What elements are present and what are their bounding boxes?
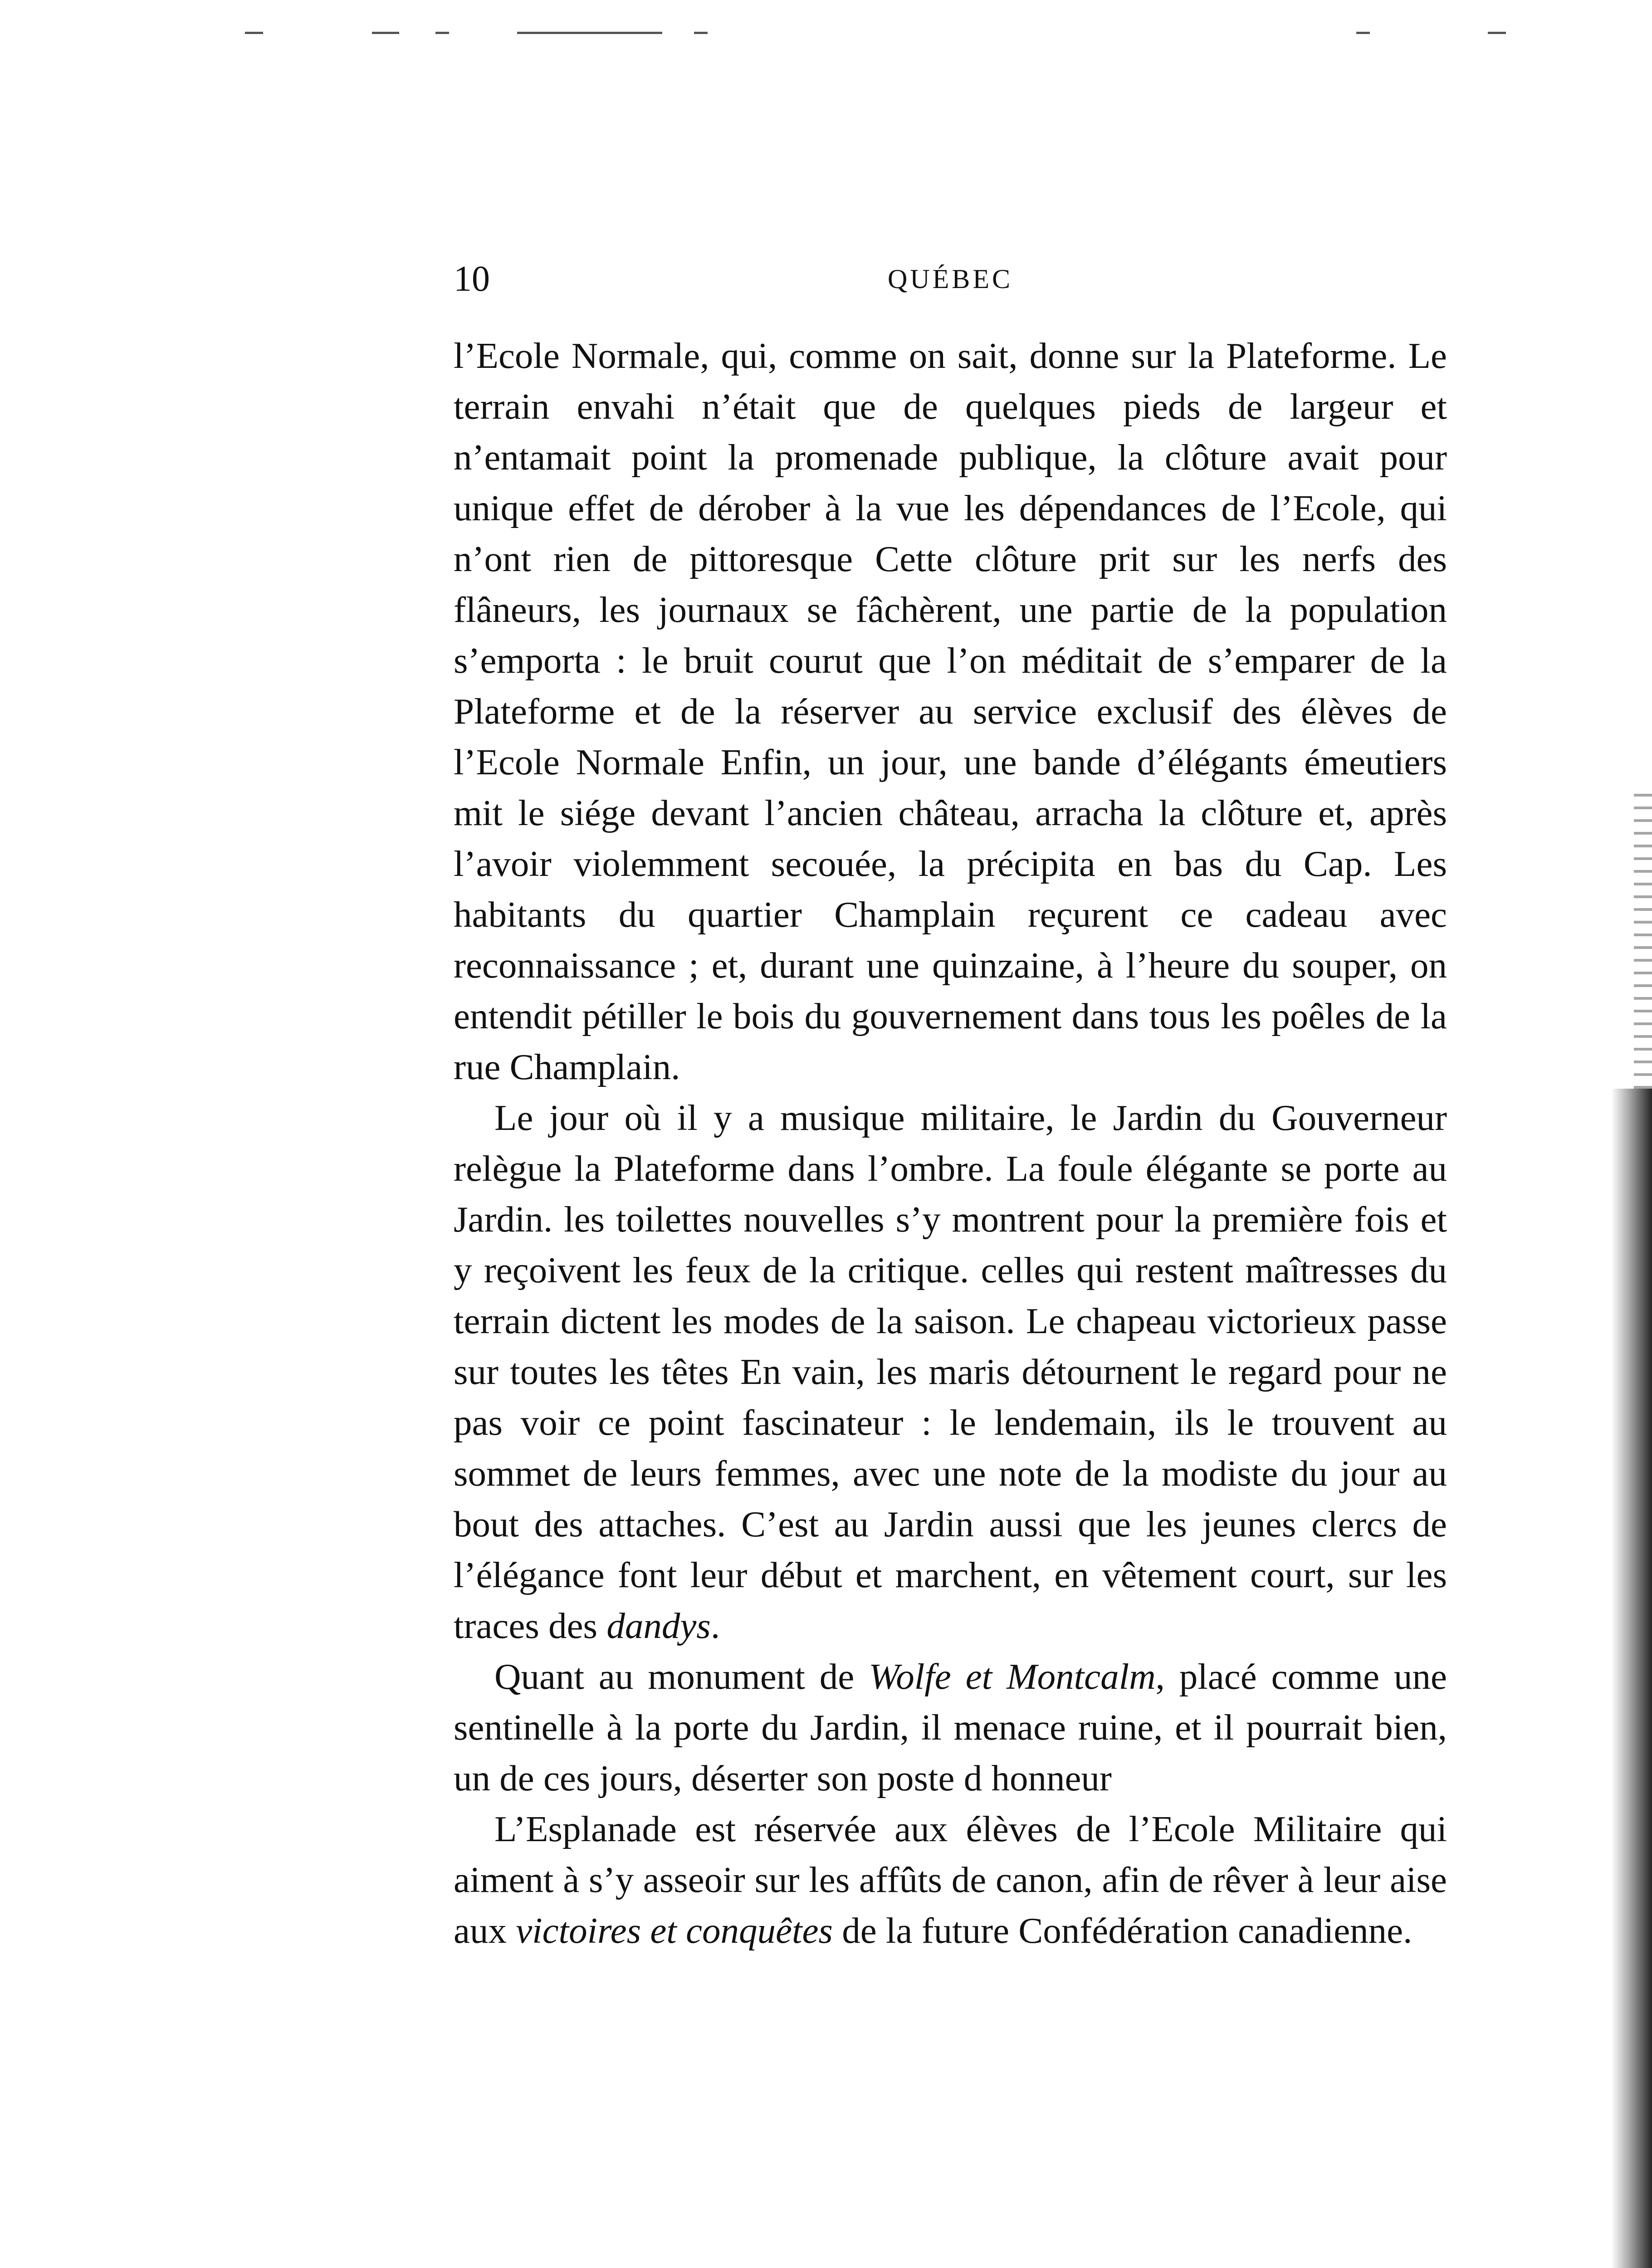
paragraph xyxy=(454,330,1447,1092)
text-segment: de la future Confédération canadienne. xyxy=(832,1910,1413,1951)
italic-text: victoires et conquêtes xyxy=(516,1910,833,1951)
text-segment: L’Esplanade est réservée aux élèves de l’Ecole Militaire qui aiment à s’y asseoir sur les affûts de canon, afin de rêver à leur aise aux xyxy=(454,1809,1447,1951)
text-segment: Le jour où il y a musique militaire, le Jardin du Gouverneur relègue la Plateforme dans l’ombre. La foule élégante se porte au Jardin. les toilettes nouvelles s’y montrent pour la première fois et y reçoivent les feux de la critique. celles qui restent maîtresses du terrain dictent les modes de la saison. Le chapeau victorieux passe sur toutes les têtes En vain, les maris détournent le regard pour ne pas voir ce point fascinateur : le lendemain, ils le trouvent au sommet de leurs femmes, avec une note de la modiste du jour au bout des attaches. C’est au Jardin aussi que les jeunes clercs de l’élégance font leur début et marchent, en vêtement court, sur les traces des xyxy=(454,1097,1447,1646)
body-text xyxy=(454,330,1447,1956)
text-segment: , placé comme une sentinelle à la porte du Jardin, il menace ruine, et il pourrait bien, un de ces jours, déserter son poste d honneur xyxy=(454,1656,1447,1799)
page-header xyxy=(454,254,1447,304)
paragraph xyxy=(454,1804,1447,1956)
scan-top-marks xyxy=(245,27,1515,41)
paragraph xyxy=(454,1651,1447,1804)
scan-edge-shadow-top xyxy=(1634,794,1652,1089)
text-segment: Quant au monument de xyxy=(494,1656,869,1697)
italic-text: dandys xyxy=(606,1605,711,1646)
paragraph xyxy=(454,1092,1447,1651)
running-title: QUÉBEC xyxy=(888,264,1013,294)
italic-text: Wolfe et Montcalm xyxy=(869,1656,1156,1697)
scan-edge-shadow xyxy=(1611,1089,1652,2268)
text-segment: l’Ecole Normale, qui, comme on sait, donne sur la Plateforme. Le terrain envahi n’était que de quelques pieds de largeur et n’entamait point la promenade publique, la clôture avait pour unique effet de dérober à la vue les dépendances de l’Ecole, qui n’ont rien de pittoresque Cette clôture prit sur les nerfs des flâneurs, les journaux se fâchèrent, une partie de la population s’emporta : le bruit courut que l’on méditait de s’emparer de la Plateforme et de la réserver au service exclusif des élèves de l’Ecole Normale Enfin, un jour, une bande d’élégants émeutiers mit le siége devant l’ancien château, arracha la clôture et, après l’avoir violemment secouée, la précipita en bas du Cap. Les habitants du quartier Champlain reçurent ce cadeau avec reconnaissance ; et, durant une quinzaine, à l’heure du souper, on entendit pétiller le bois du gouvernement dans tous les poêles de la rue Champlain. xyxy=(454,335,1447,1087)
text-segment: . xyxy=(710,1605,720,1646)
page-number: 10 xyxy=(454,259,490,299)
